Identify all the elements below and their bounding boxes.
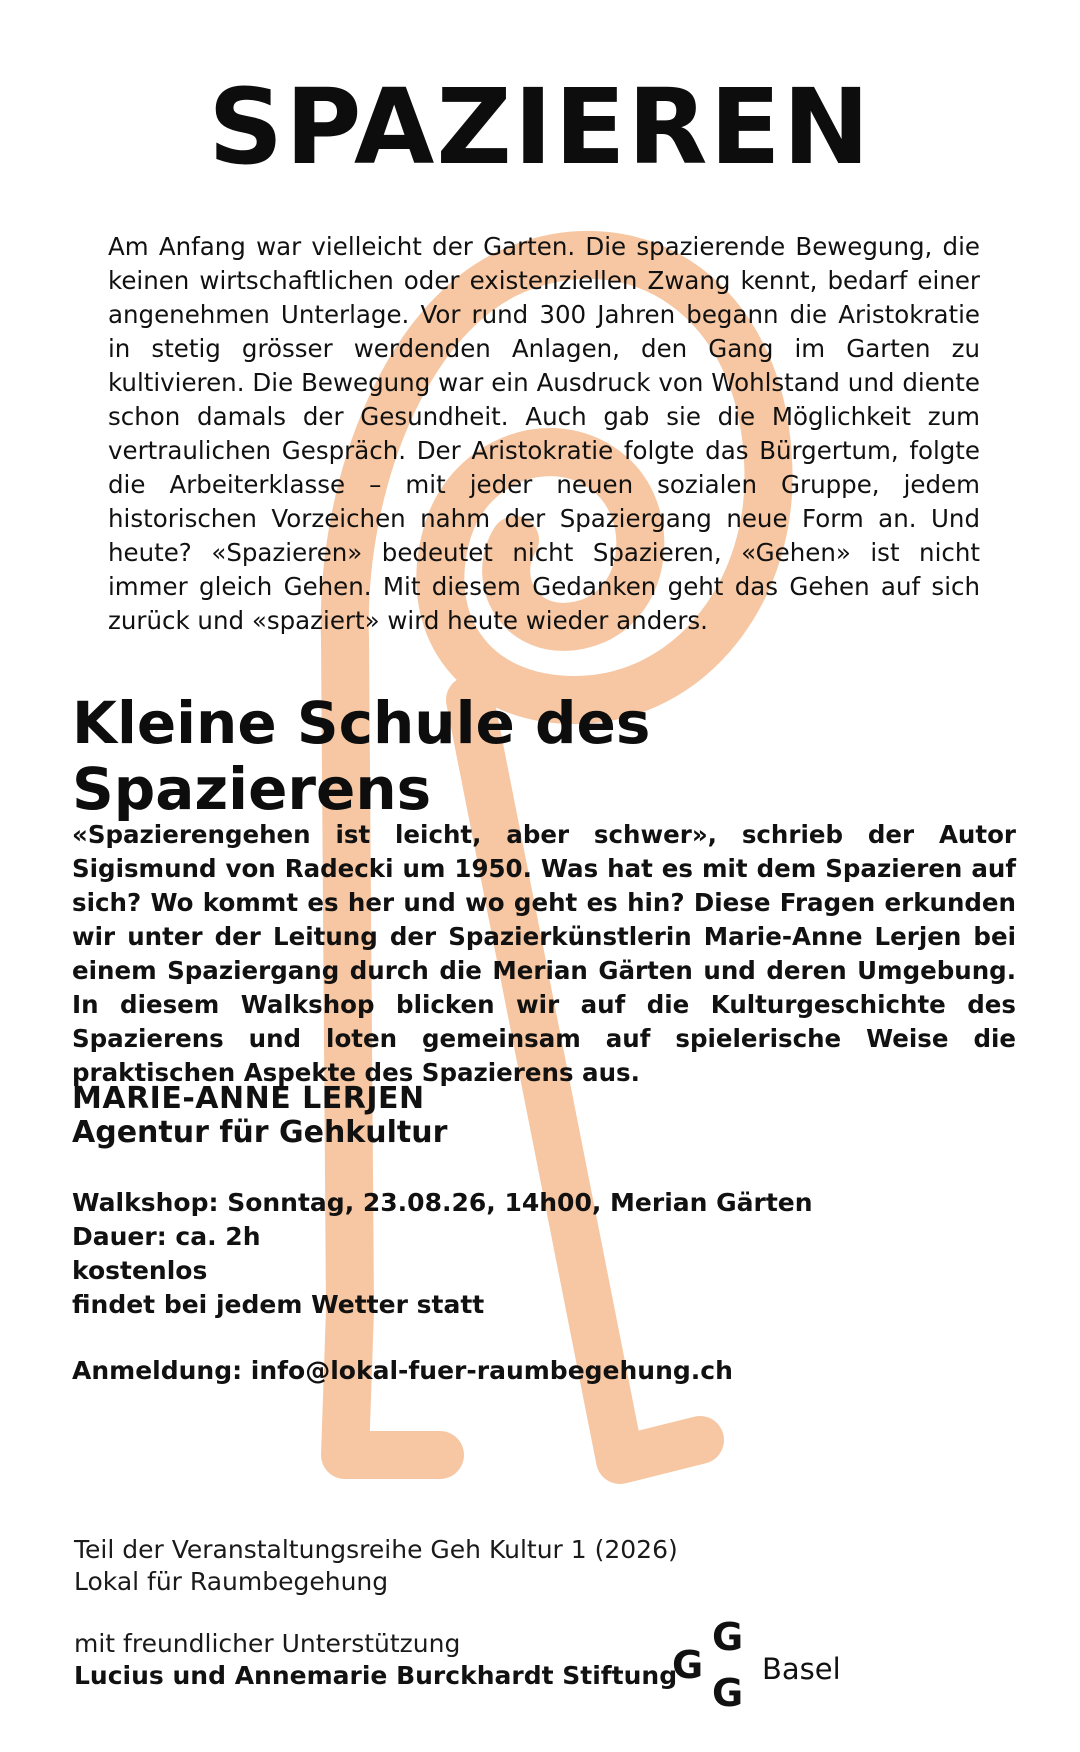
event-title: Kleine Schule des Spazierens xyxy=(72,689,651,823)
poster-title: SPAZIEREN xyxy=(208,66,872,188)
host-name: MARIE-ANNE LERJEN xyxy=(72,1081,425,1116)
host-organization: Agentur für Gehkultur xyxy=(72,1115,448,1150)
sponsor-name: Lucius und Annemarie Burckhardt Stiftung xyxy=(74,1661,678,1690)
registration-line: Anmeldung: info@lokal-fuer-raumbegehung.ch xyxy=(72,1356,733,1385)
event-price-line: kostenlos xyxy=(72,1256,208,1285)
event-details xyxy=(72,1186,813,1322)
event-description: «Spazierengehen ist leicht, aber schwer», schrieb der Autor Sigismund von Radecki um 1950. Was hat es mit dem Spazieren auf sich? Wo kommt es her und wo geht es hin? Diese Fragen erkunden wir unter der Leitung der Spazierkünstlerin Marie-Anne Lerjen bei einem Spaziergang durch die Merian Gärten und deren Umgebung. In diesem Walkshop blicken wir auf die Kulturgeschichte des Spazierens und loten gemeinsam auf spielerische Weise die praktischen Aspekte des Spazierens aus. xyxy=(72,820,1016,1087)
series-line: Teil der Veranstaltungsreihe Geh Kultur 1 (2026) xyxy=(74,1535,678,1564)
event-duration-line: Dauer: ca. 2h xyxy=(72,1222,261,1251)
support-label: mit freundlicher Unterstützung xyxy=(74,1629,461,1658)
ggg-logo-city: Basel xyxy=(762,1652,841,1686)
ggg-logo-letter-bottom: G xyxy=(712,1671,744,1708)
organizer-line: Lokal für Raumbegehung xyxy=(74,1567,389,1596)
event-date-line: Walkshop: Sonntag, 23.08.26, 14h00, Merian Gärten xyxy=(72,1188,813,1217)
event-weather-line: findet bei jedem Wetter statt xyxy=(72,1290,485,1319)
ggg-logo-letter-left: G xyxy=(672,1643,704,1687)
ggg-logo-letter-top: G xyxy=(712,1618,744,1659)
intro-paragraph: Am Anfang war vielleicht der Garten. Die spazierende Bewegung, die keinen wirtschaftlichen oder existenziellen Zwang kennt, bedarf einer angenehmen Unterlage. Vor rund 300 Jahren begann die Aristokratie in stetig grösser werdenden Anlagen, den Gang im Garten zu kultivieren. Die Bewegung war ein Ausdruck von Wohlstand und diente schon damals der Gesundheit. Auch gab sie die Möglichkeit zum vertraulichen Gespräch. Der Aristokratie folgte das Bürgertum, folgte die Arbeiterklasse – mit jeder neuen sozialen Gruppe, jedem historischen Vorzeichen nahm der Spaziergang neue Form an. Und heute? «Spazieren» bedeutet nicht Spazieren, «Gehen» ist nicht immer gleich Gehen. Mit diesem Gedanken geht das Gehen auf sich zurück und «spaziert» wird heute wieder anders. xyxy=(108,232,980,635)
ggg-logo xyxy=(672,1618,762,1708)
